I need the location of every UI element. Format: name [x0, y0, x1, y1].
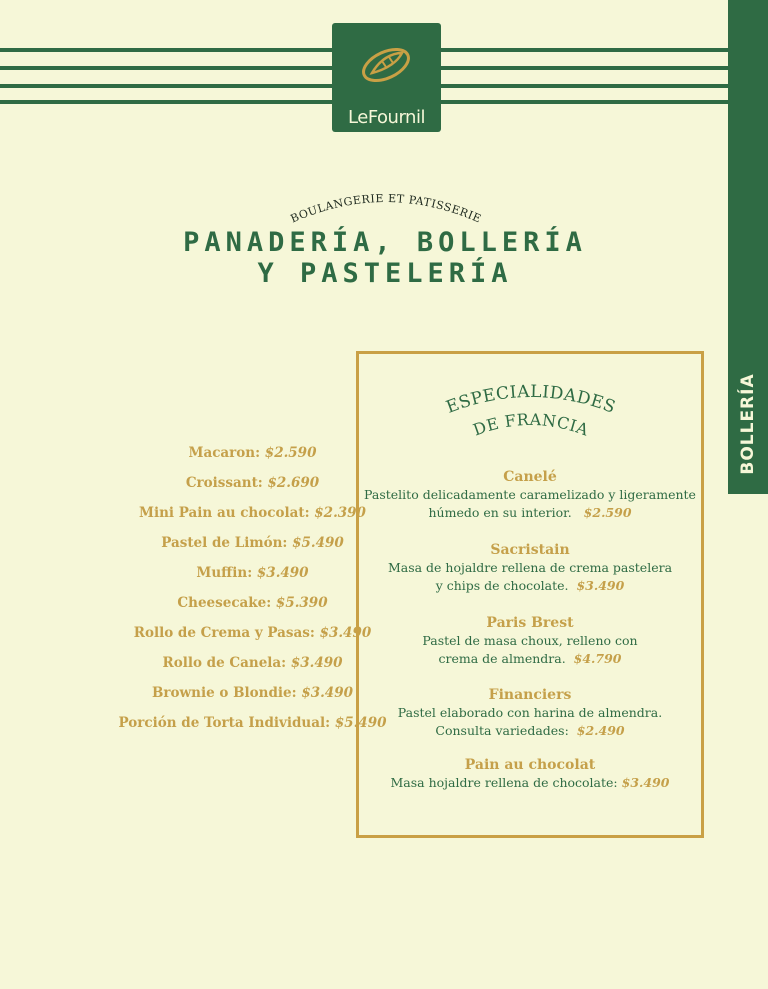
list-item: Rollo de Canela: $3.490 — [162, 655, 343, 671]
specialty-item: Pain au chocolat Masa hojaldre rellena de chocolate: $3.490 — [390, 757, 670, 790]
tagline-arc — [270, 182, 500, 232]
page-title-line1: PANADERÍA, BOLLERÍA — [183, 227, 587, 258]
section-tab — [728, 0, 768, 494]
logo-wordmark: LeFournil — [348, 107, 425, 128]
list-item: Porción de Torta Individual: $5.490 — [118, 715, 387, 731]
brand-logo — [332, 23, 441, 132]
specialties-heading-line2: DE FRANCIA — [470, 409, 592, 440]
list-item: Pastel de Limón: $5.490 — [161, 535, 344, 551]
list-item: Macaron: $2.590 — [188, 445, 317, 461]
list-item: Cheesecake: $5.390 — [177, 595, 328, 611]
list-item: Mini Pain au chocolat: $2.390 — [139, 505, 366, 521]
specialty-item: Sacristain Masa de hojaldre rellena de crema pastelera y chips de chocolate. $3.490 — [387, 542, 673, 593]
specialty-item: Financiers Pastel elaborado con harina de almendra. Consulta variedades: $2.490 — [397, 687, 663, 738]
list-item: Croissant: $2.690 — [185, 475, 320, 491]
specialty-item: Canelé Pastelito delicadamente caramelizado y ligeramente húmedo en su interior. $2.590 — [364, 469, 696, 520]
list-item: Rollo de Crema y Pasas: $3.490 — [133, 625, 372, 641]
page-title-line2: Y PASTELERÍA — [257, 258, 513, 289]
section-tab-label: BOLLERÍA — [738, 373, 758, 475]
specialties-heading — [420, 380, 640, 450]
specialties-heading-line1: ESPECIALIDADES — [443, 381, 619, 418]
svg-text:BOULANGERIE ET PATISSERIE — [289, 192, 484, 226]
tagline: BOULANGERIE ET PATISSERIE — [288, 191, 484, 226]
svg-text:DE FRANCIA — [471, 410, 592, 440]
specialty-item: Paris Brest Pastel de masa choux, relleno con crema de almendra. $4.790 — [422, 615, 638, 666]
list-item: Brownie o Blondie: $3.490 — [152, 685, 353, 701]
list-item: Muffin: $3.490 — [196, 565, 309, 581]
